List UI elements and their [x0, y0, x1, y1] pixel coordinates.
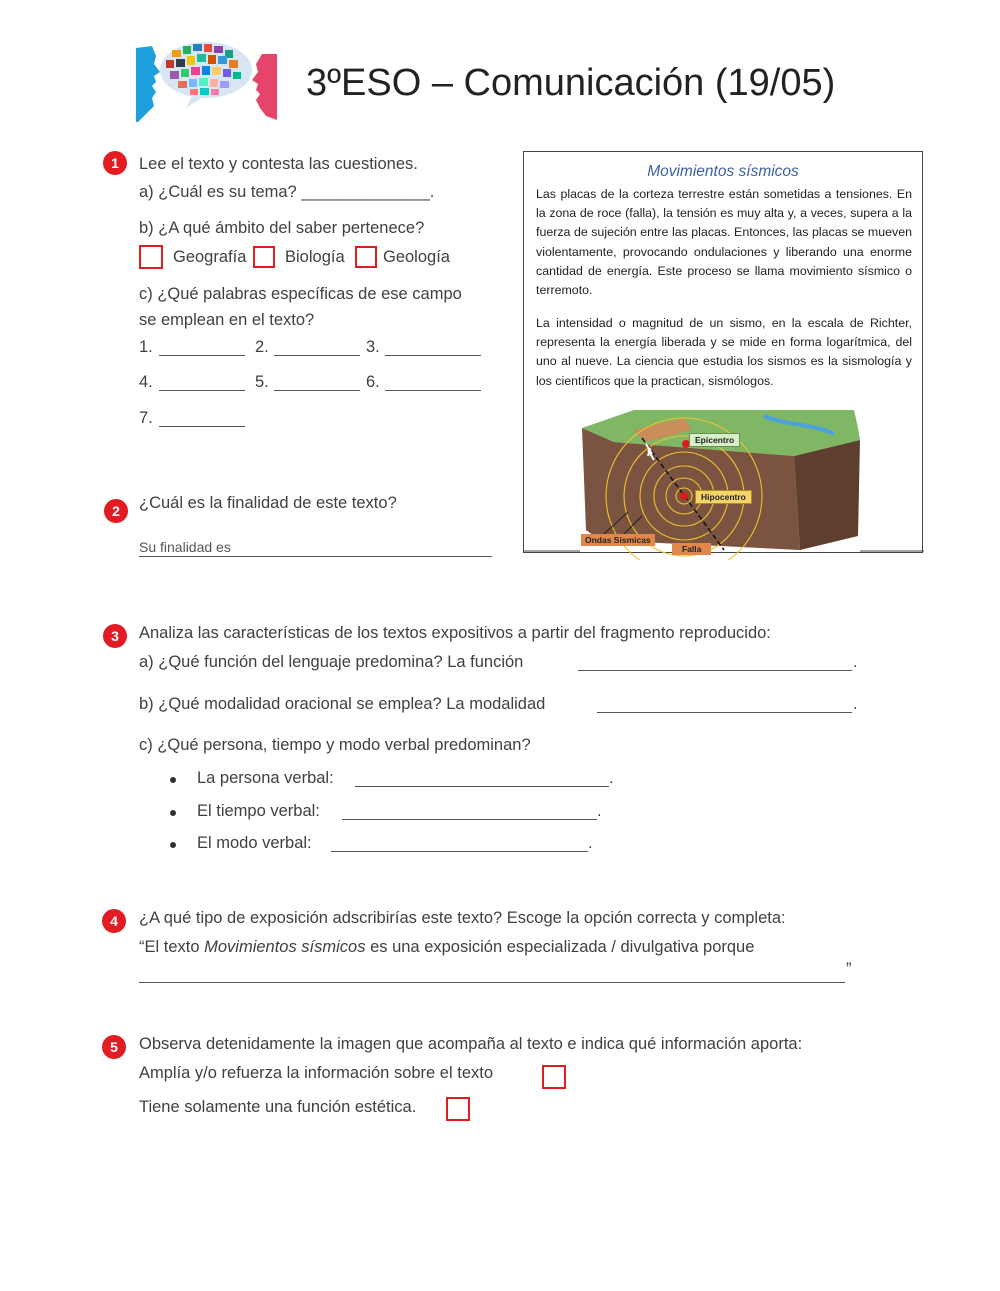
- bullet: [170, 777, 176, 783]
- word-input-4[interactable]: [159, 372, 245, 391]
- question-number-badge: 3: [103, 624, 127, 648]
- option-biologia-label: Biología: [285, 248, 345, 266]
- word-input-1[interactable]: [159, 337, 245, 356]
- blank-label-4: 4.: [139, 373, 153, 391]
- q1-c-text-line2: se emplean en el texto?: [139, 311, 315, 329]
- tiempo-verbal-label: El tiempo verbal:: [197, 802, 320, 820]
- earthquake-diagram: [524, 400, 924, 560]
- blank-label-1: 1.: [139, 338, 153, 356]
- word-input-5[interactable]: [274, 372, 360, 391]
- checkbox-funcion-estetica[interactable]: [446, 1097, 470, 1121]
- blank-label-3: 3.: [366, 338, 380, 356]
- q4-sentence: [139, 938, 754, 957]
- q1-c-text-line1: c) ¿Qué palabras específicas de ese campo: [139, 285, 462, 303]
- persona-verbal-label: La persona verbal:: [197, 769, 334, 787]
- persona-verbal-input[interactable]: [355, 768, 609, 787]
- exposicion-porque-input[interactable]: [139, 964, 845, 983]
- question-number-badge: 5: [102, 1035, 126, 1059]
- modalidad-input[interactable]: [597, 694, 852, 713]
- q4-prompt: ¿A qué tipo de exposición adscribirías este texto? Escoge la opción correcta y completa:: [139, 909, 786, 927]
- blank-label-5: 5.: [255, 373, 269, 391]
- modo-verbal-label: El modo verbal:: [197, 834, 312, 852]
- reading-paragraph-1: Las placas de la corteza terrestre están sometidas a tensiones. En la zona de roce (falla), la tensión es muy alta y, a veces, supera a la fuerza de sujeción entre las placas. Entonces, las placas se mueven violentamente, provocando ondulaciones y liberando una enorme cantidad de energía. Este proceso se llama movimiento sísmico o terremoto.: [536, 187, 912, 298]
- page-title: 3ºESO – Comunicación (19/05): [306, 62, 836, 104]
- word-input-7[interactable]: [159, 408, 245, 427]
- period-mark: .: [588, 834, 593, 852]
- epicentro-label: Epicentro: [689, 433, 740, 447]
- checkbox-biologia[interactable]: [253, 246, 275, 268]
- q1-b-text: b) ¿A qué ámbito del saber pertenece?: [139, 219, 425, 237]
- hipocentro-label: Hipocentro: [695, 490, 752, 504]
- q5-prompt: Observa detenidamente la imagen que acompaña al texto e indica qué información aporta:: [139, 1035, 803, 1053]
- period-mark: .: [853, 695, 858, 713]
- reading-paragraph-2: La intensidad o magnitud de un sismo, en la escala de Richter, representa la energía liberada y se mide en forma logarítmica, del uno al nueve. La ciencia que estudia los sismos es la sismología y los científicos que la practican, sismólogos.: [536, 316, 912, 388]
- blank-label-7: 7.: [139, 409, 153, 427]
- word-input-3[interactable]: [385, 337, 481, 356]
- speech-faces-logo-icon: [134, 36, 279, 124]
- q4-sentence-italic-title: Movimientos sísmicos: [204, 938, 366, 956]
- bullet: [170, 810, 176, 816]
- q5-option2-label: Tiene solamente una función estética.: [139, 1098, 417, 1116]
- q1-a-text: a) ¿Cuál es su tema? ______________.: [139, 183, 435, 201]
- checkbox-geologia[interactable]: [355, 246, 377, 268]
- closing-quote: ”: [846, 960, 852, 978]
- q4-sentence-start: “El texto: [139, 938, 205, 956]
- blank-label-2: 2.: [255, 338, 269, 356]
- finalidad-prefix-text: Su finalidad es: [139, 539, 231, 555]
- question-number-badge: 2: [104, 499, 128, 523]
- q3-a-text: a) ¿Qué función del lenguaje predomina? La función: [139, 653, 524, 671]
- header-logo: [134, 36, 279, 124]
- modo-verbal-input[interactable]: [331, 833, 588, 852]
- option-geologia-label: Geología: [383, 248, 450, 266]
- question-number-badge: 1: [103, 151, 127, 175]
- q4-sentence-end: es una exposición especializada / divulgativa porque: [365, 938, 755, 956]
- q3-prompt: Analiza las características de los textos expositivos a partir del fragmento reproducido:: [139, 624, 771, 642]
- checkbox-geografia[interactable]: [139, 245, 163, 269]
- q3-c-text: c) ¿Qué persona, tiempo y modo verbal predominan?: [139, 736, 531, 754]
- falla-label: Falla: [672, 543, 711, 555]
- period-mark: .: [609, 769, 614, 787]
- q2-prompt: ¿Cuál es la finalidad de este texto?: [139, 494, 397, 512]
- period-mark: .: [853, 653, 858, 671]
- reading-title: Movimientos sísmicos: [647, 163, 799, 180]
- funcion-input[interactable]: [578, 652, 852, 671]
- q3-b-text: b) ¿Qué modalidad oracional se emplea? La modalidad: [139, 695, 546, 713]
- word-input-6[interactable]: [385, 372, 481, 391]
- period-mark: .: [597, 802, 602, 820]
- tiempo-verbal-input[interactable]: [342, 801, 597, 820]
- checkbox-amplia-refuerza[interactable]: [542, 1065, 566, 1089]
- q5-option1-label: Amplía y/o refuerza la información sobre el texto: [139, 1064, 494, 1082]
- reading-text-box: [523, 151, 923, 553]
- blank-label-6: 6.: [366, 373, 380, 391]
- bullet: [170, 842, 176, 848]
- question-number-badge: 4: [102, 909, 126, 933]
- ondas-sismicas-label: Ondas Sísmicas: [581, 534, 655, 546]
- word-input-2[interactable]: [274, 337, 360, 356]
- option-geografia-label: Geografía: [173, 248, 247, 266]
- q1-prompt: Lee el texto y contesta las cuestiones.: [139, 155, 418, 173]
